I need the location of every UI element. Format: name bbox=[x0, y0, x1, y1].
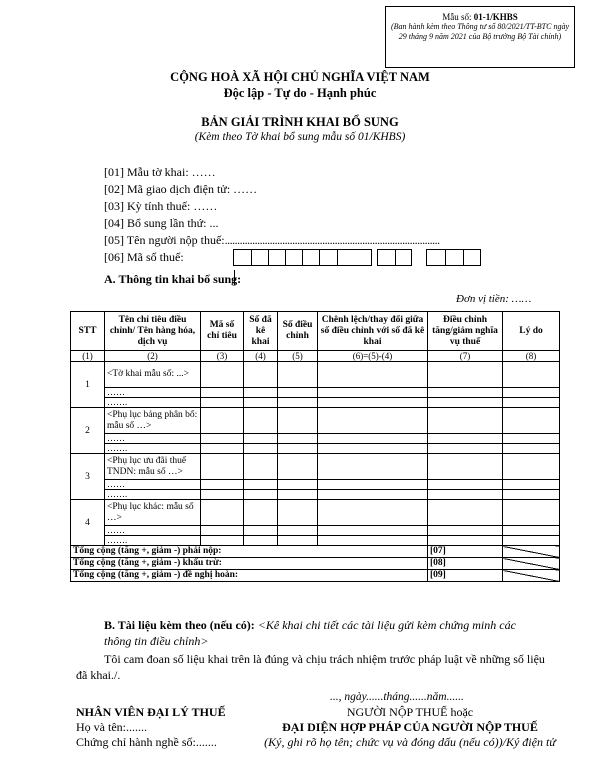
tax-agent-cert: Chứng chỉ hành nghề số:....... bbox=[76, 735, 217, 749]
table-cell bbox=[503, 408, 560, 434]
table-cell bbox=[318, 444, 428, 454]
tax-code-digit-box bbox=[445, 250, 463, 265]
tax-code-digit-box bbox=[395, 250, 411, 265]
field-code: [05] bbox=[104, 233, 124, 247]
row-dots: ……. bbox=[105, 444, 201, 454]
row-stt: 3 bbox=[71, 454, 105, 500]
table-cell bbox=[503, 480, 560, 490]
row-item-label: <Phụ lục khác: mẫu số …> bbox=[105, 500, 201, 526]
total-label: Tổng cộng (tăng +, giảm -) phải nộp: bbox=[71, 546, 428, 558]
section-a-heading: A. Thông tin khai bổ sung: bbox=[104, 272, 242, 286]
table-cell bbox=[428, 500, 503, 526]
section-b bbox=[104, 617, 544, 649]
form-code-value: 01-1/KHBS bbox=[473, 12, 518, 22]
field-form-type bbox=[104, 165, 216, 180]
col-header: Tên chỉ tiêu điều chỉnh/ Tên hàng hóa, dịch vụ bbox=[105, 312, 201, 351]
form-code-box bbox=[385, 6, 575, 68]
table-row bbox=[71, 454, 560, 480]
table-cell bbox=[503, 526, 560, 536]
table-cell bbox=[503, 434, 560, 444]
table-cell bbox=[201, 408, 244, 434]
total-code: [09] bbox=[428, 570, 503, 582]
table-cell bbox=[278, 480, 318, 490]
row-stt: 4 bbox=[71, 500, 105, 546]
col-number: (1) bbox=[71, 351, 105, 362]
field-tax-period bbox=[104, 199, 217, 214]
table-cell bbox=[244, 388, 278, 398]
table-cell bbox=[318, 480, 428, 490]
tax-code-digit-box bbox=[337, 250, 355, 265]
form-code-prefix: Mẫu số: bbox=[442, 12, 474, 22]
table-cell bbox=[201, 398, 244, 408]
table-cell bbox=[278, 526, 318, 536]
tax-code-digit-box bbox=[285, 250, 302, 265]
table-cell bbox=[201, 454, 244, 480]
row-item-label: <Phụ lục bảng phân bổ: mẫu số …> bbox=[105, 408, 201, 434]
table-cell bbox=[201, 388, 244, 398]
row-dots: …… bbox=[105, 480, 201, 490]
row-item-label: <Phụ lục ưu đãi thuế TNDN: mẫu số …> bbox=[105, 454, 201, 480]
table-cell bbox=[244, 526, 278, 536]
col-header: Điều chỉnh tăng/giảm nghĩa vụ thuế bbox=[428, 312, 503, 351]
total-label: Tổng cộng (tăng +, giảm -) khấu trừ: bbox=[71, 558, 428, 570]
table-row bbox=[71, 408, 560, 434]
currency-unit: Đơn vị tiền: …… bbox=[456, 293, 532, 305]
table-cell bbox=[428, 398, 503, 408]
field-label: Mã giao dịch điện tử: …… bbox=[124, 182, 258, 196]
col-header: STT bbox=[71, 312, 105, 351]
field-dots: ...................................................................................... bbox=[224, 233, 440, 247]
table-cell bbox=[503, 500, 560, 526]
table-cell bbox=[503, 362, 560, 388]
field-code: [04] bbox=[104, 216, 124, 230]
tax-agent-heading: NHÂN VIÊN ĐẠI LÝ THUẾ bbox=[76, 705, 226, 719]
table-cell bbox=[278, 398, 318, 408]
document-title: BẢN GIẢI TRÌNH KHAI BỔ SUNG bbox=[201, 115, 399, 129]
row-dots: …… bbox=[105, 388, 201, 398]
table-cell bbox=[318, 388, 428, 398]
table-cell bbox=[503, 388, 560, 398]
taxpayer-heading-2: ĐẠI DIỆN HỢP PHÁP CỦA NGƯỜI NỘP THUẾ bbox=[282, 720, 538, 734]
date-line: ..., ngày......tháng......năm...... bbox=[330, 691, 464, 703]
table-row bbox=[71, 500, 560, 526]
table-cell bbox=[244, 362, 278, 388]
table-cell bbox=[428, 434, 503, 444]
row-stt: 1 bbox=[71, 362, 105, 408]
table-cell bbox=[244, 408, 278, 434]
table-cell bbox=[318, 408, 428, 434]
field-amendment-count bbox=[104, 216, 219, 231]
form-code-note: (Ban hành kèm theo Thông tư số 80/2021/TT-BTC ngày 29 tháng 9 năm 2021 của Bộ trưởng Bộ Tài chính) bbox=[391, 22, 569, 41]
table-cell bbox=[201, 434, 244, 444]
pledge-text: Tôi cam đoan số liệu khai trên là đúng và chịu trách nhiệm trước pháp luật về những số liệu đã khai./. bbox=[76, 652, 545, 682]
table-row bbox=[71, 526, 560, 536]
tax-code-digit-box bbox=[302, 250, 319, 265]
table-cell bbox=[503, 536, 560, 546]
table-cell bbox=[278, 536, 318, 546]
table-row bbox=[71, 398, 560, 408]
table-cell bbox=[318, 434, 428, 444]
table-cell bbox=[201, 362, 244, 388]
tax-code-boxes-check bbox=[377, 249, 412, 266]
total-deductible-row bbox=[71, 558, 560, 570]
table-cell bbox=[503, 490, 560, 500]
tax-agent-signature-block bbox=[76, 705, 226, 750]
table-cell bbox=[244, 480, 278, 490]
table-cell bbox=[428, 454, 503, 480]
row-dots: …… bbox=[105, 526, 201, 536]
tax-code-digit-box bbox=[427, 250, 445, 265]
total-code: [07] bbox=[428, 546, 503, 558]
field-code: [03] bbox=[104, 199, 124, 213]
col-header: Số đã kê khai bbox=[244, 312, 278, 351]
table-cell bbox=[503, 444, 560, 454]
table-cell bbox=[201, 526, 244, 536]
taxpayer-signature-block bbox=[260, 705, 560, 750]
table-cell bbox=[278, 454, 318, 480]
col-number: (5) bbox=[278, 351, 318, 362]
total-payable-row bbox=[71, 546, 560, 558]
table-cell bbox=[244, 490, 278, 500]
field-taxpayer-name bbox=[104, 233, 440, 248]
tax-code-digit-box bbox=[378, 250, 395, 265]
tax-code-digit-box bbox=[319, 250, 337, 265]
table-cell bbox=[244, 398, 278, 408]
table-cell bbox=[244, 434, 278, 444]
table-cell bbox=[278, 444, 318, 454]
tax-code-boxes-branch bbox=[426, 249, 481, 266]
table-cell bbox=[318, 454, 428, 480]
table-cell bbox=[278, 434, 318, 444]
col-header: Chênh lệch/thay đổi giữa số điều chỉnh với số đã kê khai bbox=[318, 312, 428, 351]
row-dots: ……. bbox=[105, 398, 201, 408]
tax-code-digit-box bbox=[268, 250, 285, 265]
table-row bbox=[71, 362, 560, 388]
tax-agent-name: Họ và tên:....... bbox=[76, 720, 147, 734]
field-label: Mẫu tờ khai: …… bbox=[124, 165, 216, 179]
row-dots: ……. bbox=[105, 490, 201, 500]
table-cell bbox=[278, 490, 318, 500]
taxpayer-sign-note: (Ký, ghi rõ họ tên; chức vụ và đóng dấu (nếu có))/Ký điện tử bbox=[264, 735, 556, 749]
row-item-label: <Tờ khai mẫu số: ...> bbox=[105, 362, 201, 388]
table-cell bbox=[503, 454, 560, 480]
table-cell bbox=[318, 500, 428, 526]
table-cell bbox=[244, 536, 278, 546]
table-cell bbox=[318, 362, 428, 388]
table-cell bbox=[318, 398, 428, 408]
table-cell bbox=[278, 408, 318, 434]
table-row bbox=[71, 490, 560, 500]
motto-heading: Độc lập - Tự do - Hạnh phúc bbox=[223, 86, 377, 100]
field-label: Tên người nộp thuế: bbox=[124, 233, 225, 247]
field-transaction-code bbox=[104, 182, 257, 197]
table-cell bbox=[244, 444, 278, 454]
table-cell bbox=[278, 500, 318, 526]
table-cell bbox=[428, 480, 503, 490]
field-label: Kỳ tính thuế: …… bbox=[124, 199, 218, 213]
column-number-row bbox=[71, 351, 560, 362]
field-label: Bổ sung lần thứ: ... bbox=[124, 216, 219, 230]
table-cell bbox=[428, 526, 503, 536]
total-label: Tổng cộng (tăng +, giảm -) đề nghị hoàn: bbox=[71, 570, 428, 582]
tax-code-digit-box bbox=[234, 250, 251, 265]
table-cell bbox=[318, 526, 428, 536]
taxpayer-heading-1: NGƯỜI NỘP THUẾ hoặc bbox=[346, 705, 474, 719]
table-cell bbox=[428, 388, 503, 398]
tax-code-digit-box bbox=[251, 250, 268, 265]
row-dots: …… bbox=[105, 434, 201, 444]
tax-code-digit-box bbox=[463, 250, 480, 265]
diagonal-cell bbox=[503, 570, 560, 582]
table-row bbox=[71, 536, 560, 546]
table-header-row bbox=[71, 312, 560, 351]
nation-heading: CỘNG HOÀ XÃ HỘI CHỦ NGHĨA VIỆT NAM bbox=[170, 70, 430, 84]
field-tax-code bbox=[104, 250, 184, 265]
field-code: [02] bbox=[104, 182, 124, 196]
field-code: [01] bbox=[104, 165, 124, 179]
table-cell bbox=[428, 490, 503, 500]
table-cell bbox=[201, 536, 244, 546]
table-cell bbox=[428, 444, 503, 454]
field-label: Mã số thuế: bbox=[124, 250, 184, 264]
table-cell bbox=[278, 388, 318, 398]
document-subtitle: (Kèm theo Tờ khai bổ sung mẫu số 01/KHBS) bbox=[194, 131, 406, 143]
tax-code-boxes-main bbox=[233, 249, 372, 266]
table-row bbox=[71, 434, 560, 444]
table-cell bbox=[503, 398, 560, 408]
row-dots: ……. bbox=[105, 536, 201, 546]
table-cell bbox=[201, 500, 244, 526]
section-b-heading: B. Tài liệu kèm theo (nếu có): bbox=[104, 618, 255, 632]
field-code: [06] bbox=[104, 250, 124, 264]
table-cell bbox=[201, 490, 244, 500]
table-cell bbox=[428, 362, 503, 388]
adjustment-table bbox=[70, 311, 560, 582]
table-cell bbox=[201, 480, 244, 490]
table-cell bbox=[428, 536, 503, 546]
col-header: Mã số chỉ tiêu bbox=[201, 312, 244, 351]
col-number: (4) bbox=[244, 351, 278, 362]
total-code: [08] bbox=[428, 558, 503, 570]
total-refund-row bbox=[71, 570, 560, 582]
col-header: Lý do bbox=[503, 312, 560, 351]
table-cell bbox=[278, 362, 318, 388]
table-cell bbox=[318, 536, 428, 546]
table-cell bbox=[318, 490, 428, 500]
col-number: (2) bbox=[105, 351, 201, 362]
form-code-line bbox=[390, 12, 570, 22]
table-row bbox=[71, 444, 560, 454]
diagonal-cell bbox=[503, 546, 560, 558]
row-stt: 2 bbox=[71, 408, 105, 454]
table-row bbox=[71, 480, 560, 490]
col-number: (3) bbox=[201, 351, 244, 362]
table-cell bbox=[244, 454, 278, 480]
col-number: (7) bbox=[428, 351, 503, 362]
table-cell bbox=[428, 408, 503, 434]
table-row bbox=[71, 388, 560, 398]
table-cell bbox=[244, 500, 278, 526]
table-cell bbox=[201, 444, 244, 454]
col-header: Số điều chỉnh bbox=[278, 312, 318, 351]
col-number: (8) bbox=[503, 351, 560, 362]
diagonal-cell bbox=[503, 558, 560, 570]
section-b-note: <Kê khai chi tiết các tài liệu gửi kèm chứng minh các thông tin điều chỉnh> bbox=[104, 618, 516, 648]
col-number: (6)=(5)-(4) bbox=[318, 351, 428, 362]
